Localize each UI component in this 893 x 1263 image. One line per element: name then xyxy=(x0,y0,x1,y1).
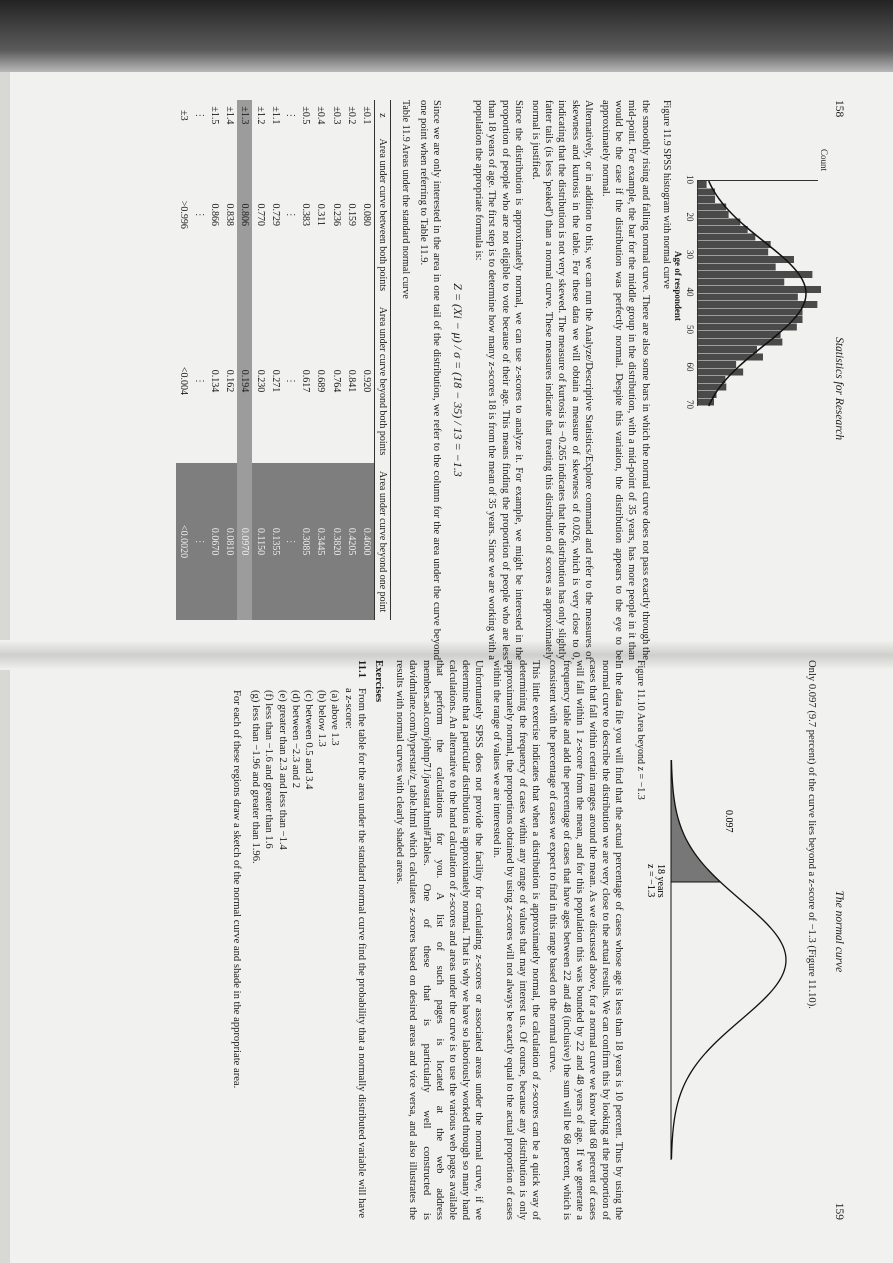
table-cell: 0.1355 xyxy=(268,463,283,620)
exercise-item: (b) below 1.3 xyxy=(316,690,328,747)
tail-area-label: 0.097 xyxy=(722,810,734,833)
running-head: The normal curve xyxy=(833,890,845,973)
histogram-x-tick: 30 xyxy=(684,250,695,259)
table-cell: 0.134 xyxy=(208,369,220,393)
table-cell: <0.004 xyxy=(178,366,190,396)
table-cell: ±1.5 xyxy=(208,106,220,125)
table-cell: ⋮ xyxy=(284,209,296,220)
table-cell: 0.3445 xyxy=(313,463,328,620)
exercise-number: 11.1 xyxy=(355,660,367,678)
figure-11-9-caption: Figure 11.9 SPSS histogram with normal curve xyxy=(660,100,672,289)
running-header xyxy=(832,100,845,660)
table-cell: ⋮ xyxy=(283,463,298,620)
histogram-bar xyxy=(698,211,729,218)
table-cell: 0.3820 xyxy=(328,463,343,620)
exercise-text: From the table for the area under the standard normal curve find the probability that a normally distributed variable will have a z-score: xyxy=(342,687,367,1219)
table-cell: 0.806 xyxy=(237,131,252,299)
table-cell: ±1.1 xyxy=(269,106,281,125)
table-row xyxy=(328,100,343,620)
z-table xyxy=(176,100,391,620)
x-label-years: 18 years xyxy=(654,864,666,898)
table-cell: ±0.2 xyxy=(345,106,357,125)
histogram-bar xyxy=(698,279,784,286)
table-cell: 0.729 xyxy=(269,203,281,227)
table-row xyxy=(192,100,207,620)
exercise-item: (g) less than −1.96 and greater than 1.96. xyxy=(250,690,262,864)
table-cell: ±3 xyxy=(178,110,190,121)
table-cell: 0.383 xyxy=(300,203,312,227)
table-row xyxy=(298,100,313,620)
histogram-bar xyxy=(698,249,768,256)
histogram-bar xyxy=(698,219,740,226)
table-row xyxy=(237,100,252,620)
table-cell: ±0.4 xyxy=(315,106,327,125)
table-cell: 0.838 xyxy=(224,203,236,227)
table-row xyxy=(252,100,267,620)
histogram-x-tick: 20 xyxy=(684,212,695,222)
histogram-bar xyxy=(698,331,781,338)
histogram-bar xyxy=(698,346,757,353)
table-cell: 0.0670 xyxy=(207,463,222,620)
exercise-item: (f) less than −1.6 and greater than 1.6 xyxy=(263,690,275,849)
paragraph-1: In the data file you will find that the actual percentage of cases whose age is less than 18 years is 10 percent. Thus by using the normal curve to describe the distribution we are very close to the actual results. We can confirm this by looking at the proportion of cases that fall within certain ranges around the mean. As we discussed above, for a normal curve we know that 68 percent of cases will fall within 1 z-score from the mean, and for this population this was bounded by 22 and 48 years of age. If we generate a frequency table and add the percentage of cases that have ages between 22 and 48 (inclusive) the sum will be 68 percent, which is consistent with the percentage of cases we expect to find in this range based on the normal curve. xyxy=(547,660,625,1220)
histogram-bar xyxy=(698,294,798,301)
histogram-x-label: Age of respondent xyxy=(672,251,683,321)
page-number: 159 xyxy=(833,1202,845,1220)
table-11-9-caption: Table 11.9 Areas under the standard normal curve xyxy=(400,100,412,299)
page-number: 158 xyxy=(833,100,845,118)
table-cell: ±1.4 xyxy=(224,106,236,125)
histogram-plot xyxy=(698,181,818,406)
table-header-2: Area under curve beyond both points xyxy=(374,299,390,463)
table-cell: ±0.5 xyxy=(300,106,312,125)
table-cell: 0.162 xyxy=(224,369,236,393)
table-row xyxy=(222,100,237,620)
paragraph-2: This little exercise indicates that when a distribution is approximately normal, the calculation of z-scores can be a quick way of determining the frequency of cases within any range of values that may interest us. Of course, because any distribution is only approximately normal, the proportions obtained by using z-scores will not always be exactly equal to the actual proportion of cases within the range of values we are interested in. xyxy=(490,660,542,1220)
table-row xyxy=(207,100,222,620)
z-formula: Z = (Xi − μ) / σ = (18 − 35) / 13 = −1.3 xyxy=(450,283,465,477)
table-row xyxy=(344,100,359,620)
table-cell: ⋮ xyxy=(193,376,205,386)
histogram-bar xyxy=(698,376,725,383)
table-cell: ±0.1 xyxy=(360,106,372,125)
table-cell: 0.080 xyxy=(360,203,372,227)
table-cell: 0.0970 xyxy=(237,463,252,620)
scanner-top-shadow xyxy=(0,0,893,72)
table-cell: ⋮ xyxy=(193,209,205,220)
exercise-item: (d) between −2.3 and 2 xyxy=(289,690,301,789)
histogram-x-tick: 70 xyxy=(684,400,695,409)
histogram-bar xyxy=(698,361,736,368)
table-cell: ±1.3 xyxy=(237,100,252,131)
histogram-bar xyxy=(698,324,797,331)
table-cell: ±0.3 xyxy=(330,106,342,125)
table-header-3: Area under curve beyond one point xyxy=(374,463,390,620)
table-cell: 0.770 xyxy=(254,203,266,227)
histogram-x-tick: 40 xyxy=(684,287,695,297)
table-cell: 0.764 xyxy=(330,369,342,393)
histogram-bar xyxy=(698,181,707,188)
exercise-item: (c) between 0.5 and 3.4 xyxy=(302,690,314,790)
table-cell: 0.0810 xyxy=(222,463,237,620)
histogram-bar xyxy=(698,309,803,316)
histogram-x-tick: 50 xyxy=(684,325,695,334)
table-header-0: z xyxy=(374,100,390,131)
running-header xyxy=(832,660,845,1220)
table-cell: 0.159 xyxy=(345,203,357,227)
histogram-bar xyxy=(698,339,782,346)
table-cell: 0.4600 xyxy=(359,463,375,620)
table-cell: 0.311 xyxy=(315,203,327,226)
table-cell: <0.0020 xyxy=(176,463,191,620)
figure-11-10-caption: Figure 11.10 Area beyond z = −1.3 xyxy=(634,660,646,800)
histogram-bar xyxy=(698,271,812,278)
exercise-items xyxy=(249,690,341,1220)
table-cell: 0.1150 xyxy=(252,463,267,620)
table-cell: ⋮ xyxy=(284,376,296,386)
exercise-item: (e) greater than 2.3 and less than −1.4 xyxy=(276,690,288,850)
table-row xyxy=(176,100,191,620)
histogram-bar xyxy=(698,204,726,211)
histogram-y-label: Count xyxy=(818,149,829,172)
table-cell: ⋮ xyxy=(193,110,205,121)
exercise-11-1 xyxy=(341,660,367,1220)
paragraph-4: Since we are only interested in the area in one tail of the distribution, we refer to the column for the area under the curve beyond one point when referring to Table 11.9. xyxy=(417,100,442,660)
histogram-bar xyxy=(698,234,755,241)
exercise-footer: For each of these regions draw a sketch of the normal curve and shade in the appropriate area. xyxy=(230,690,242,1089)
histogram-bar xyxy=(698,286,821,293)
histogram-bar xyxy=(698,301,817,308)
histogram-bar xyxy=(698,256,794,263)
table-cell: 0.841 xyxy=(345,369,357,393)
table-cell: ±1.2 xyxy=(254,106,266,125)
exercise-item: (a) above 1.3 xyxy=(329,690,341,746)
paragraph-2: Alternatively, or in addition to this, we can run the Analyze/Descriptive Statistics/Explore command and refer to the measures of skewness and kurtosis in the table. For these data we will obtain a measure of skewness of 0.026, which is very close to 0, indicating that the distribution is not very skewed. The measure of kurtosis is −0.265 indicates that the distribution has only slightly fatter tails (is less 'peaked') than a normal curve. These measures indicate that treating this distribution of scores as approximately normal is justified. xyxy=(529,100,594,660)
table-cell: 0.4205 xyxy=(344,463,359,620)
x-label-z: z = −1.3 xyxy=(644,864,656,898)
page-159 xyxy=(65,660,845,1220)
table-row xyxy=(359,100,375,620)
paragraph-3: Unfortunately SPSS does not provide the facility for calculating z-scores or associated areas under the normal curve, if we determine that a particular distribution is approximately normal. That is why we have so laboriously worked through so many hand calculations. An alternative to the hand calculation of z-scores and areas under the curve is to use the various web pages available that perform the calculations for you. A list of such pages is located at the web address members.aol.com/johnp71/javastat.html#Tables. One of these that is particularly well constructed is davidmlane.com/hyperstat/z_table.html which calculates z-scores based on desired areas and vice versa, and also illustrates the results with normal curves with clearly shaded areas. xyxy=(394,660,485,1220)
table-header-1: Area under curve between both points xyxy=(374,131,390,299)
intro-sentence: Only 0.097 (9.7 percent) of the curve lies beyond a z-score of −1.3 (Figure 11.10). xyxy=(805,660,817,1009)
normal-curve xyxy=(644,660,801,1180)
table-cell: 0.617 xyxy=(300,369,312,393)
table-cell: 0.3085 xyxy=(298,463,313,620)
histogram-bar xyxy=(698,196,715,203)
table-cell: >0.996 xyxy=(178,200,190,229)
histogram xyxy=(672,149,829,409)
table-cell: 0.920 xyxy=(360,369,372,393)
histogram-bar xyxy=(698,241,771,248)
table-cell: 0.689 xyxy=(315,369,327,393)
table-cell: 0.866 xyxy=(208,203,220,227)
table-cell: 0.236 xyxy=(330,203,342,227)
table-cell: 0.230 xyxy=(254,369,266,393)
paragraph-1: the smoothly rising and falling normal curve. There are also some bars in which the normal curve does not pass exactly through the mid-point. For example, the bar for the middle group in the distribution, with a mid-point of 35 years, has more people in it than would be the case if the distribution was perfectly normal. Despite this variation, the distribution appears to the eye to be approximately normal. xyxy=(599,100,651,660)
normal-curve-figure xyxy=(644,660,801,1180)
table-row xyxy=(313,100,328,620)
paragraph-3: Since the distribution is approximately normal, we can use z-scores to analyze it. For example, we might be interested in the proportion of people who are not eligible to vote because of their age. This means finding the proportion of people who are less than 18 years of age. The first step is to determine how many z-scores 18 is from the mean of 35 years. Since we are working with a population the appropriate formula is: xyxy=(473,100,524,660)
running-head: Statistics for Research xyxy=(833,337,845,441)
histogram-bar xyxy=(698,226,748,233)
table-row xyxy=(268,100,283,620)
page-158 xyxy=(65,100,845,660)
table-cell: ⋮ xyxy=(192,463,207,620)
exercises-heading: Exercises xyxy=(372,660,384,703)
histogram-bar xyxy=(698,316,803,323)
table-cell: 0.271 xyxy=(269,369,281,393)
table-row xyxy=(283,100,298,620)
histogram-x-tick: 10 xyxy=(684,175,695,184)
histogram-bar xyxy=(698,264,776,271)
table-cell: 0.194 xyxy=(237,299,252,463)
table-cell: ⋮ xyxy=(284,110,296,121)
histogram-x-tick: 60 xyxy=(684,362,695,372)
